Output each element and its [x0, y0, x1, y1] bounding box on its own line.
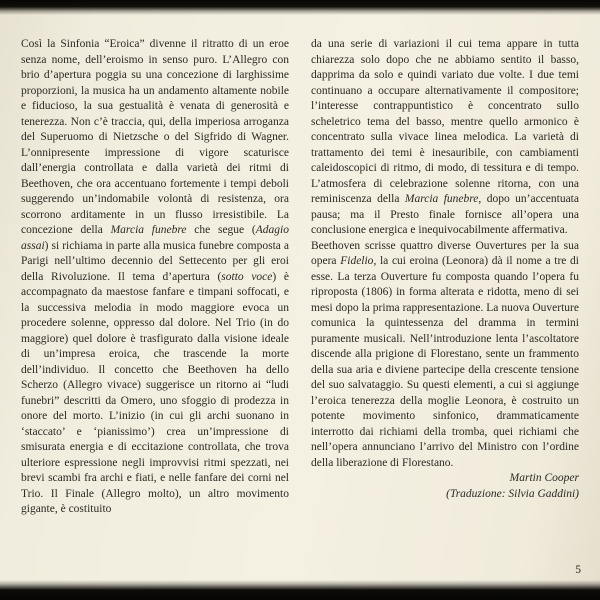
- paragraph-fidelio: Beethoven scrisse quattro diverse Ouvertures per la sua opera Fidelio, la cui eroina (Leonora) dà il nome a tre di esse. La terza Ouverture fu composta quando l’opera fu riproposta (1806) in forma alterata e ridotta, meno di sei mesi dopo la prima rappresentazione. La nuova Ouverture comunica la quintessenza del dramma in termini puramente musicali. Nell’introduzione lenta l’ascoltatore discende alla prigione di Florestano, sente un frammento della sua aria e diviene partecipe della crescente tensione del suo salvataggio. Su questi elementi, a cui si aggiunge l’eroica tenerezza della moglie Leonora, è costruito un potente movimento sinfonico, drammaticamente interrotto dai richiami della tromba, quei richiami che nell’opera annunciano l’arrivo del Ministro con l’ordine della liberazione di Florestano.: [311, 239, 580, 469]
- text-columns: [21, 37, 579, 518]
- text-column-left: [21, 37, 289, 518]
- paragraph-eroica: Così la Sinfonia “Eroica” divenne il ritratto di un eroe senza nome, dell’eroismo in senso puro. L’Allegro con brio d’apertura poggia su una concezione di larghissime proporzioni, la musica ha un andamento altamente nobile e fiducioso, la sua gestualità è venata di generosità e tenerezza. Non c’è traccia, qui, della imperiosa arroganza del Superuomo di Nietzsche o del Sigfrido di Wagner. L’onnipresente impressione di vigore scaturisce dall’energia controllata e dalla varietà dei ritmi di Beethoven, che ora accentuano fortemente i tempi deboli suggerendo un’indomabile volontà di resistenza, ora scorrono arditamente in un flusso irresistibile. La concezione della Marcia funebre che segue (Adagio assai) si richiama in parte alla musica funebre composta a Parigi nell’ultimo decennio del Settecento per gli eroi della Rivoluzione. Il tema d’apertura (sotto voce) è accompagnato da maestose fanfare e timpani soffocati, e la successiva melodia in modo maggiore evoca un procedere solenne, oppresso dal dolore. Nel Trio (in do maggiore) quel dolore è trasfigurato dalla visione ideale di un’impresa eroica, che trascende la morte dell’individuo. Il concetto che Beethoven ha dello Scherzo (Allegro vivace) suggerisce un ritorno ai “ludi funebri” descritti da Omero, uno sfoggio di prodezza in onore del morto. L’inizio (in cui gli archi suonano in ‘staccato’ e ‘pianissimo’) crea un’impressione di smisurata energia e di eccitazione controllata, che trova ulteriore espressione negli improvvisi ritmi spezzati, nei brevi scambi fra archi e fiati, e nelle fanfare dei corni nel Trio. Il Finale (Allegro molto), un altro movimento gigante, è costituito: [21, 38, 290, 515]
- paragraph-eroica-continued: da una serie di variazioni il cui tema appare in tutta chiarezza solo dopo che ne abbiamo sentito il basso, dapprima da solo e quindi variato due volte. I due temi continuano a occupare alternativamente il compositore; l’interesse contrappuntistico è concentrato sullo scheletrico tema del basso, mentre quello armonico è concentrato sulla vivace linea melodica. La varietà di trattamento dei temi è inesauribile, con cambiamenti caleidoscopici di ritmo, di modo, di tessitura e di tempo. L’atmosfera di celebrazione solenne ritorna, con una reminiscenza della Marcia funebre, dopo un’accentuata pausa; ma il Presto finale fornisce all’opera una conclusione energica e inequivocabilmente affermativa.: [311, 38, 579, 236]
- scan-edge-bottom: [0, 580, 600, 600]
- attribution-author: Martin Cooper: [509, 472, 579, 484]
- attribution-translator: (Traduzione: Silvia Gaddini): [446, 487, 579, 500]
- scan-edge-top: [0, 0, 600, 15]
- page-number: 5: [575, 564, 581, 576]
- text-column-right: [311, 37, 579, 518]
